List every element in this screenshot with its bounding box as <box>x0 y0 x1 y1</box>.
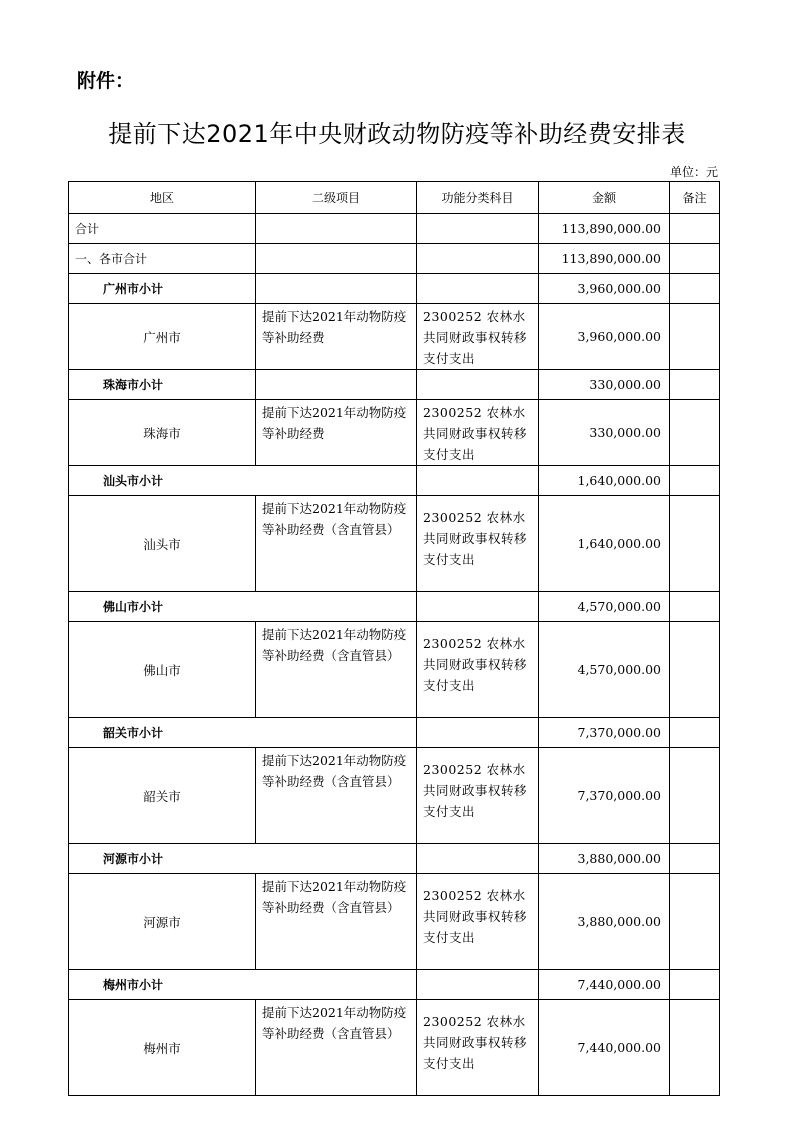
region-cell: 广州市 <box>69 304 256 370</box>
project-cell: 提前下达2021年动物防疫等补助经费 <box>256 304 417 370</box>
region-cell: 梅州市小计 <box>69 970 417 1000</box>
region-cell: 珠海市小计 <box>69 370 256 400</box>
unit-label: 单位：元 <box>669 165 718 179</box>
project-cell <box>256 214 417 244</box>
table-header-row <box>69 182 720 214</box>
table-row-subtotal <box>69 592 720 622</box>
note-cell <box>670 304 720 370</box>
project-cell: 提前下达2021年动物防疫等补助经费（含直管县） <box>256 748 417 844</box>
function-cell <box>417 970 539 1000</box>
region-cell: 合计 <box>69 214 256 244</box>
project-cell: 提前下达2021年动物防疫等补助经费（含直管县） <box>256 874 417 970</box>
table-row-total <box>69 214 720 244</box>
column-header-amount: 金额 <box>539 182 670 214</box>
attachment-label: 附件： <box>77 70 135 92</box>
region-cell: 珠海市 <box>69 400 256 466</box>
function-cell: 2300252 农林水共同财政事权转移支付支出 <box>417 748 539 844</box>
region-cell: 广州市小计 <box>69 274 256 304</box>
table-row-city <box>69 748 720 844</box>
note-cell <box>670 718 720 748</box>
amount-cell: 3,880,000.00 <box>539 844 670 874</box>
project-cell <box>256 370 417 400</box>
note-cell <box>670 592 720 622</box>
note-cell <box>670 370 720 400</box>
region-cell: 河源市 <box>69 874 256 970</box>
table-row-subtotal <box>69 466 720 496</box>
amount-cell: 4,570,000.00 <box>539 622 670 718</box>
note-cell <box>670 496 720 592</box>
project-cell: 提前下达2021年动物防疫等补助经费 <box>256 400 417 466</box>
function-cell: 2300252 农林水共同财政事权转移支付支出 <box>417 874 539 970</box>
column-header-function: 功能分类科目 <box>417 182 539 214</box>
project-cell: 提前下达2021年动物防疫等补助经费（含直管县） <box>256 1000 417 1096</box>
table-row-city <box>69 1000 720 1096</box>
project-cell <box>256 274 417 304</box>
table-row-city <box>69 304 720 370</box>
region-cell: 佛山市小计 <box>69 592 417 622</box>
region-cell: 韶关市 <box>69 748 256 844</box>
column-header-project: 二级项目 <box>256 182 417 214</box>
function-cell <box>417 718 539 748</box>
amount-cell: 3,880,000.00 <box>539 874 670 970</box>
note-cell <box>670 244 720 274</box>
table-row-subtotal <box>69 970 720 1000</box>
note-cell <box>670 844 720 874</box>
function-cell: 2300252 农林水共同财政事权转移支付支出 <box>417 496 539 592</box>
amount-cell: 3,960,000.00 <box>539 274 670 304</box>
amount-cell: 7,440,000.00 <box>539 970 670 1000</box>
table-row-city <box>69 874 720 970</box>
note-cell <box>670 214 720 244</box>
table-row-subtotal <box>69 370 720 400</box>
region-cell: 汕头市小计 <box>69 466 417 496</box>
amount-cell: 7,440,000.00 <box>539 1000 670 1096</box>
project-cell: 提前下达2021年动物防疫等补助经费（含直管县） <box>256 496 417 592</box>
project-cell <box>256 244 417 274</box>
note-cell <box>670 466 720 496</box>
note-cell <box>670 748 720 844</box>
function-cell: 2300252 农林水共同财政事权转移支付支出 <box>417 304 539 370</box>
function-cell: 2300252 农林水共同财政事权转移支付支出 <box>417 1000 539 1096</box>
amount-cell: 1,640,000.00 <box>539 496 670 592</box>
function-cell: 2300252 农林水共同财政事权转移支付支出 <box>417 400 539 466</box>
table-row-subtotal <box>69 844 720 874</box>
region-cell: 河源市小计 <box>69 844 417 874</box>
amount-cell: 1,640,000.00 <box>539 466 670 496</box>
table-row-subtotal <box>69 718 720 748</box>
note-cell <box>670 970 720 1000</box>
note-cell <box>670 1000 720 1096</box>
amount-cell: 113,890,000.00 <box>539 244 670 274</box>
function-cell <box>417 592 539 622</box>
region-cell: 梅州市 <box>69 1000 256 1096</box>
table-row-city <box>69 622 720 718</box>
amount-cell: 3,960,000.00 <box>539 304 670 370</box>
region-cell: 佛山市 <box>69 622 256 718</box>
table-row-cities-total <box>69 244 720 274</box>
region-cell: 一、各市合计 <box>69 244 256 274</box>
table-row-city <box>69 496 720 592</box>
table-row-subtotal <box>69 274 720 304</box>
column-header-region: 地区 <box>69 182 256 214</box>
function-cell <box>417 370 539 400</box>
region-cell: 汕头市 <box>69 496 256 592</box>
function-cell <box>417 274 539 304</box>
note-cell <box>670 874 720 970</box>
function-cell <box>417 844 539 874</box>
region-cell: 韶关市小计 <box>69 718 417 748</box>
allocation-table <box>68 181 720 1096</box>
amount-cell: 7,370,000.00 <box>539 718 670 748</box>
function-cell <box>417 466 539 496</box>
amount-cell: 113,890,000.00 <box>539 214 670 244</box>
function-cell: 2300252 农林水共同财政事权转移支付支出 <box>417 622 539 718</box>
function-cell <box>417 214 539 244</box>
note-cell <box>670 622 720 718</box>
amount-cell: 4,570,000.00 <box>539 592 670 622</box>
project-cell: 提前下达2021年动物防疫等补助经费（含直管县） <box>256 622 417 718</box>
table-row-city <box>69 400 720 466</box>
amount-cell: 330,000.00 <box>539 400 670 466</box>
amount-cell: 330,000.00 <box>539 370 670 400</box>
amount-cell: 7,370,000.00 <box>539 748 670 844</box>
column-header-note: 备注 <box>670 182 720 214</box>
note-cell <box>670 274 720 304</box>
function-cell <box>417 244 539 274</box>
page-title: 提前下达2021年中央财政动物防疫等补助经费安排表 <box>108 120 686 148</box>
note-cell <box>670 400 720 466</box>
